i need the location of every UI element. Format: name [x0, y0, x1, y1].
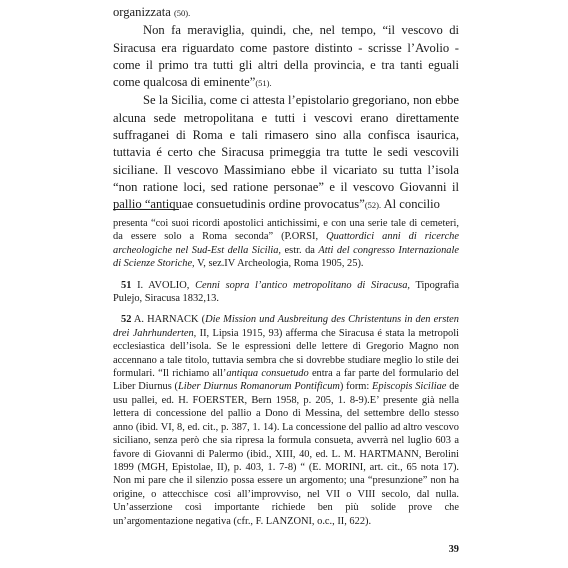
- footnote-52-text-a: A. HARNACK (: [131, 314, 206, 326]
- footnote-cont-text-a: presenta “coi suoi ricordi apostolici antichissimi, e con una serie tale di cemeteri, da essere solo a Roma seconda” (P.ORSI,: [113, 218, 459, 243]
- footnote-52-text-d: ) form:: [339, 381, 373, 393]
- footnote-separator: [113, 209, 179, 210]
- footnote-51-title: Cenni sopra l’antico metropolitano di Siracusa,: [195, 279, 410, 291]
- footnote-52-text-e: de usu pallei, ed. H. FOERSTER, Bern 1958, p. 205, 1. 8-9).E’ presente già nella lettera di concessione del pallio a Dono di Messina, del settembre dello stesso anno (ibid. VI, 8, ed. cit., p. 387, 1. 14). La concessione del pallio ad altro vescovo siciliano, senza però che sia ripresa la formula consueta, avverrà nel luglio 603 a favore di Giovanni di Palermo (ibid., XIII, 40, ed. L. M. HARTMANN, Berolini 1899 (MGH, Epistolae, II), p. 403, 1. 7-8) “ (E. MORINI, art. cit., 65 nota 17). Non mi pare che il silenzio possa essere un argomento; una “presunzione” non ha origine, o attecchisce così all’improvviso, nel VII o VIII secolo, dal nulla. Un’asserzione così importante richiede ben più solide prove che un’argomentazione negativa (cfr., F. LANZONI, o.c., II, 622).: [113, 381, 459, 527]
- paragraph-3: [113, 92, 459, 214]
- footnote-52: [113, 313, 459, 528]
- footnote-cont-title: Quattordici anni di ricerche archeologiche nel Sud-Est della Sicilia,: [113, 231, 459, 256]
- paragraph-3-tail: Al concilio: [381, 197, 440, 212]
- paragraph-1-text: organizzata: [113, 5, 174, 19]
- main-text: [113, 4, 459, 215]
- footnotes: [113, 217, 459, 536]
- footnote-cont-text-b: estr. da: [281, 244, 319, 256]
- paragraph-2-text: Non fa meraviglia, quindi, che, nel tempo, “il vescovo di Siracusa era riguardato come pastore distinto - scrisse l’Avolio - come il primo tra tutti gli altri della provincia, e tra tanti eguali come qualcosa di eminente”: [113, 23, 459, 90]
- footnote-cont-text-c: V, sez.IV Archeologia, Roma 1905, 25).: [194, 258, 364, 270]
- footnote-52-text-b: II, Lipsia 1915, 93) afferma che Siracusa é stata la metropoli ecclesiastica dell’isola. Se le espressioni delle lettere di Gregorio Magno non accennano a tale titolo, tuttavia sembra che si dovrebbe studiare meglio lo stile dei formulari. “Il richiamo all’: [113, 327, 459, 380]
- footnote-ref-51: (51).: [255, 78, 272, 89]
- footnote-ref-52: (52).: [364, 200, 382, 211]
- footnote-52-text-c: entra a far parte del formulario del Liber Diurnus (: [113, 368, 459, 393]
- footnote-51-text-b: Tipografia Pulejo, Siracusa 1832,13.: [113, 279, 460, 305]
- paragraph-2: [113, 22, 459, 92]
- paragraph-1: [113, 4, 459, 22]
- footnote-52-title-3: Liber Diurnus Romanorum Pontificum: [178, 381, 340, 393]
- footnote-51-text-a: I. AVOLIO,: [131, 279, 196, 291]
- footnote-51-number: 51: [121, 279, 132, 291]
- page-number: 39: [448, 544, 459, 555]
- footnote-continuation: [113, 217, 459, 271]
- footnote-52-title-2: antiqua consuetudo: [226, 368, 309, 380]
- footnote-52-title-1: Die Mission und Ausbreitung des Christentuns in den ersten drei Jahrhunderten,: [113, 314, 459, 339]
- footnote-cont-title-2: Atti del congresso Internazionale di Scienze Storiche,: [113, 244, 459, 270]
- paragraph-3-text: Se la Sicilia, come ci attesta l’epistolario gregoriano, non ebbe alcuna sede metropolitana e tutti i vescovi erano direttamente suffraganei di Roma e tali rimasero sino alla confisca isaurica, tuttavia é certo che Siracusa primeggia tra tutte le sedi vescovili siciliane. Il vescovo Massimiano ebbe il vicariato su tutta l’isola “non ratione loci, sed ratione personae” e il vescovo Giovanni il pallio “antiquae consuetudinis ordine provocatus”: [113, 93, 459, 212]
- footnote-ref-50: (50).: [173, 8, 191, 18]
- footnote-51: [113, 279, 459, 306]
- footnote-52-number: 52: [121, 314, 132, 326]
- footnote-52-title-4: Episcopis Siciliae: [372, 381, 447, 393]
